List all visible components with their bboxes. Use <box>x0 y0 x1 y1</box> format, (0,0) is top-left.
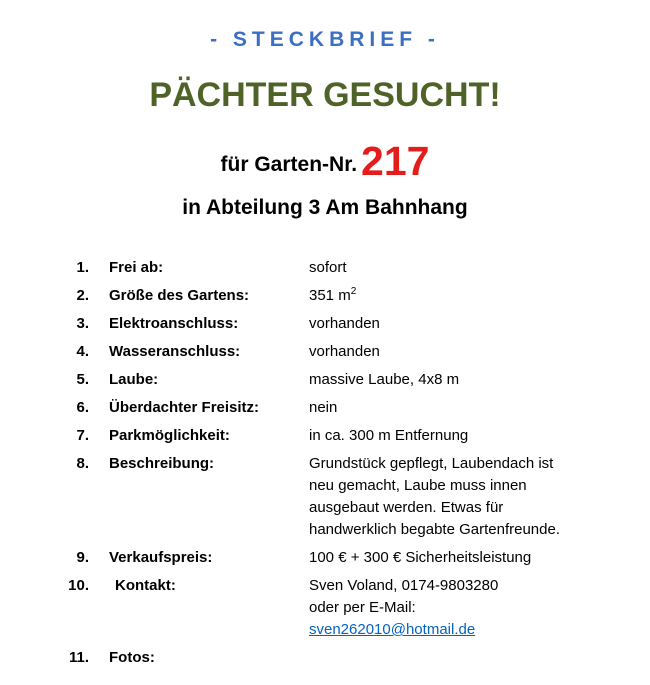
details-list <box>0 257 650 675</box>
eyebrow-title: - STECKBRIEF - <box>210 28 440 51</box>
item-value <box>309 547 609 569</box>
item-value <box>309 341 609 363</box>
item-value-line: in ca. 300 m Entfernung <box>309 427 469 444</box>
item-value-line: nein <box>309 399 338 416</box>
item-label: Frei ab: <box>109 259 164 276</box>
item-value-line: handwerklich begabte Gartenfreunde. <box>309 521 561 538</box>
subtitle-section: in Abteilung 3 Am Bahnhang <box>182 196 468 219</box>
item-label: Elektroanschluss: <box>109 315 239 332</box>
item-value-line: massive Laube, 4x8 m <box>309 371 460 388</box>
detail-row <box>0 313 650 335</box>
item-label: Parkmöglichkeit: <box>109 427 230 444</box>
item-label: Beschreibung: <box>109 455 215 472</box>
item-number: 5. <box>76 371 89 388</box>
item-label: Wasseranschluss: <box>109 343 241 360</box>
headline: PÄCHTER GESUCHT! <box>149 76 501 114</box>
superscript: 2 <box>350 286 357 297</box>
subtitle-prefix: für Garten-Nr. <box>220 153 358 176</box>
detail-row <box>0 425 650 447</box>
item-value <box>309 257 609 279</box>
item-value <box>309 397 609 419</box>
item-label: Kontakt: <box>115 577 176 594</box>
item-number: 3. <box>76 315 89 332</box>
item-number: 8. <box>76 455 89 472</box>
item-label: Überdachter Freisitz: <box>109 399 260 416</box>
item-value-line: vorhanden <box>309 343 380 360</box>
item-value <box>309 425 609 447</box>
email-link[interactable]: sven262010@hotmail.de <box>309 621 476 638</box>
item-value-line: neu gemacht, Laube muss innen <box>309 477 527 494</box>
item-label: Fotos: <box>109 649 155 666</box>
item-number: 1. <box>76 259 89 276</box>
item-value-line: sofort <box>309 259 347 276</box>
detail-row <box>0 257 650 279</box>
item-number: 6. <box>76 399 89 416</box>
item-label: Laube: <box>109 371 159 388</box>
item-value <box>309 453 609 541</box>
item-number: 9. <box>76 549 89 566</box>
detail-row <box>0 341 650 363</box>
detail-row <box>0 397 650 419</box>
detail-row <box>0 369 650 391</box>
item-value-line: vorhanden <box>309 315 380 332</box>
item-number: 11. <box>68 649 89 666</box>
item-value <box>309 575 609 641</box>
subtitle-garden <box>0 138 650 185</box>
item-value <box>309 647 609 669</box>
item-number: 7. <box>76 427 89 444</box>
item-value-line: Grundstück gepflegt, Laubendach ist <box>309 455 554 472</box>
item-number: 2. <box>76 287 89 304</box>
item-value <box>309 285 609 307</box>
detail-row <box>0 647 650 669</box>
detail-row <box>0 547 650 569</box>
item-value <box>309 369 609 391</box>
item-label: Verkaufspreis: <box>109 549 213 566</box>
item-value-line: Sven Voland, 0174-9803280 <box>309 577 499 594</box>
item-value <box>309 313 609 335</box>
item-number: 10. <box>68 577 89 594</box>
detail-row <box>0 453 650 541</box>
garden-number: 217 <box>361 138 430 184</box>
item-value-line: 100 € + 300 € Sicherheitsleistung <box>309 549 532 566</box>
item-label: Größe des Gartens: <box>109 287 250 304</box>
detail-row <box>0 575 650 641</box>
item-value-line: oder per E-Mail: <box>309 599 416 616</box>
item-number: 4. <box>76 343 89 360</box>
item-value-line: ausgebaut werden. Etwas für <box>309 499 504 516</box>
detail-row <box>0 285 650 307</box>
item-value-line: 351 $m^2$ <box>309 286 357 304</box>
